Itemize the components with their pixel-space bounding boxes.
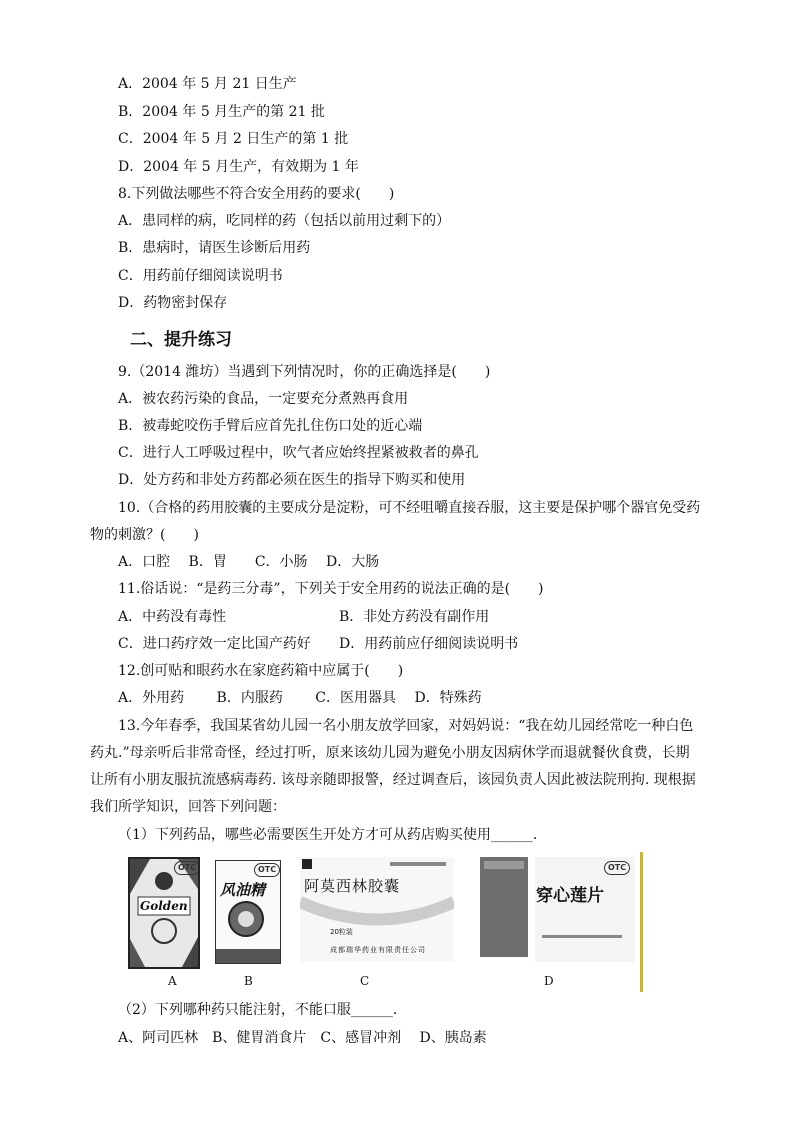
package-a-art bbox=[130, 859, 198, 967]
q11-option-b: B．非处方药没有副作用 bbox=[339, 609, 490, 625]
q8-option-d: D．药物密封保存 bbox=[118, 295, 228, 311]
q10-options: A．口腔 B．胃 C．小肠 D．大肠 bbox=[118, 554, 380, 570]
package-d-otc-badge: OTC bbox=[604, 861, 630, 875]
q7-option-b: B．2004 年 5 月生产的第 21 批 bbox=[118, 104, 325, 120]
q7-option-c: C．2004 年 5 月 2 日生产的第 1 批 bbox=[118, 131, 349, 147]
q13-stem-line1: 13.今年春季，我国某省幼儿园一名小朋友放学回家，对妈妈说：“我在幼儿园经常吃一种白色 bbox=[118, 718, 694, 734]
caption-a: A bbox=[168, 974, 177, 988]
package-a-otc-badge: OTC bbox=[174, 861, 200, 875]
package-c-maker: 成都瑞华药业有限责任公司 bbox=[330, 946, 426, 954]
package-d-title: 穿心莲片 bbox=[536, 886, 604, 906]
q11-stem: 11.俗话说：“是药三分毒”，下列关于安全用药的说法正确的是( ) bbox=[118, 581, 544, 597]
q12-stem: 12.创可贴和眼药水在家庭药箱中应属于( ) bbox=[118, 663, 404, 679]
q13-subquestion-1: （1）下列药品，哪些必需要医生开处方才可从药店购买使用______． bbox=[118, 827, 547, 843]
package-c-title: 阿莫西林胶囊 bbox=[304, 877, 401, 895]
q13-subquestion-2: （2）下列哪种药只能注射，不能口服______． bbox=[118, 1002, 407, 1018]
q8-stem: 8.下列做法哪些不符合安全用药的要求( ) bbox=[118, 186, 395, 202]
q8-option-c: C．用药前仔细阅读说明书 bbox=[118, 268, 283, 284]
q9-option-d: D．处方药和非处方药都必须在医生的指导下购买和使用 bbox=[118, 472, 466, 488]
medicine-figure bbox=[118, 852, 644, 992]
package-c-count: 20粒装 bbox=[330, 928, 353, 936]
section-heading: 二、提升练习 bbox=[130, 330, 232, 350]
q7-option-a: A．2004 年 5 月 21 日生产 bbox=[118, 76, 297, 92]
package-b-title: 风油精 bbox=[220, 881, 266, 899]
package-c bbox=[300, 857, 454, 962]
q10-stem-line2: 物的刺激？( ) bbox=[90, 527, 199, 543]
q9-stem: 9.（2014 潍坊）当遇到下列情况时，你的正确选择是( ) bbox=[118, 364, 491, 380]
caption-b: B bbox=[244, 974, 253, 988]
figure-border bbox=[640, 852, 643, 992]
q10-stem-line1: 10.（合格的药用胶囊的主要成分是淀粉，可不经咀嚼直接吞服，这主要是保护哪个器官免受药 bbox=[118, 500, 701, 516]
q13-stem-line4: 我们所学知识，回答下列问题： bbox=[90, 799, 286, 815]
q7-option-d: D．2004 年 5 月生产，有效期为 1 年 bbox=[118, 159, 359, 175]
q11-option-a: A．中药没有毒性 bbox=[118, 609, 227, 625]
q11-option-d: D．用药前应仔细阅读说明书 bbox=[339, 636, 519, 652]
q8-option-a: A．患同样的病，吃同样的药（包括以前用过剩下的） bbox=[118, 213, 451, 229]
q9-option-c: C．进行人工呼吸过程中，吹气者应始终捏紧被救者的鼻孔 bbox=[118, 445, 479, 461]
q11-option-c: C．进口药疗效一定比国产药好 bbox=[118, 636, 311, 652]
caption-d: D bbox=[544, 974, 554, 988]
package-a-brand: Golden bbox=[140, 899, 188, 913]
q13-subquestion-2-options: A、阿司匹林 B、健胃消食片 C、感冒冲剂 D、胰岛素 bbox=[118, 1030, 487, 1046]
package-a bbox=[128, 857, 200, 969]
q13-stem-line2: 药丸.”母亲听后非常奇怪，经过打听，原来该幼儿园为避免小朋友因病休学而退就餐伙食费，长期 bbox=[90, 745, 690, 761]
package-d bbox=[480, 857, 635, 962]
q9-option-a: A．被农药污染的食品，一定要充分煮熟再食用 bbox=[118, 391, 409, 407]
q12-options: A．外用药 B．内服药 C．医用器具 D．特殊药 bbox=[118, 690, 482, 706]
package-b-otc-badge: OTC bbox=[254, 863, 280, 877]
q9-option-b: B．被毒蛇咬伤手臂后应首先扎住伤口处的近心端 bbox=[118, 418, 423, 434]
caption-c: C bbox=[360, 974, 370, 988]
q8-option-b: B．患病时，请医生诊断后用药 bbox=[118, 240, 311, 256]
q13-stem-line3: 让所有小朋友服抗流感病毒药. 该母亲随即报警，经过调查后，该园负责人因此被法院刑拘. 现根据 bbox=[90, 772, 696, 788]
package-b bbox=[215, 860, 281, 964]
